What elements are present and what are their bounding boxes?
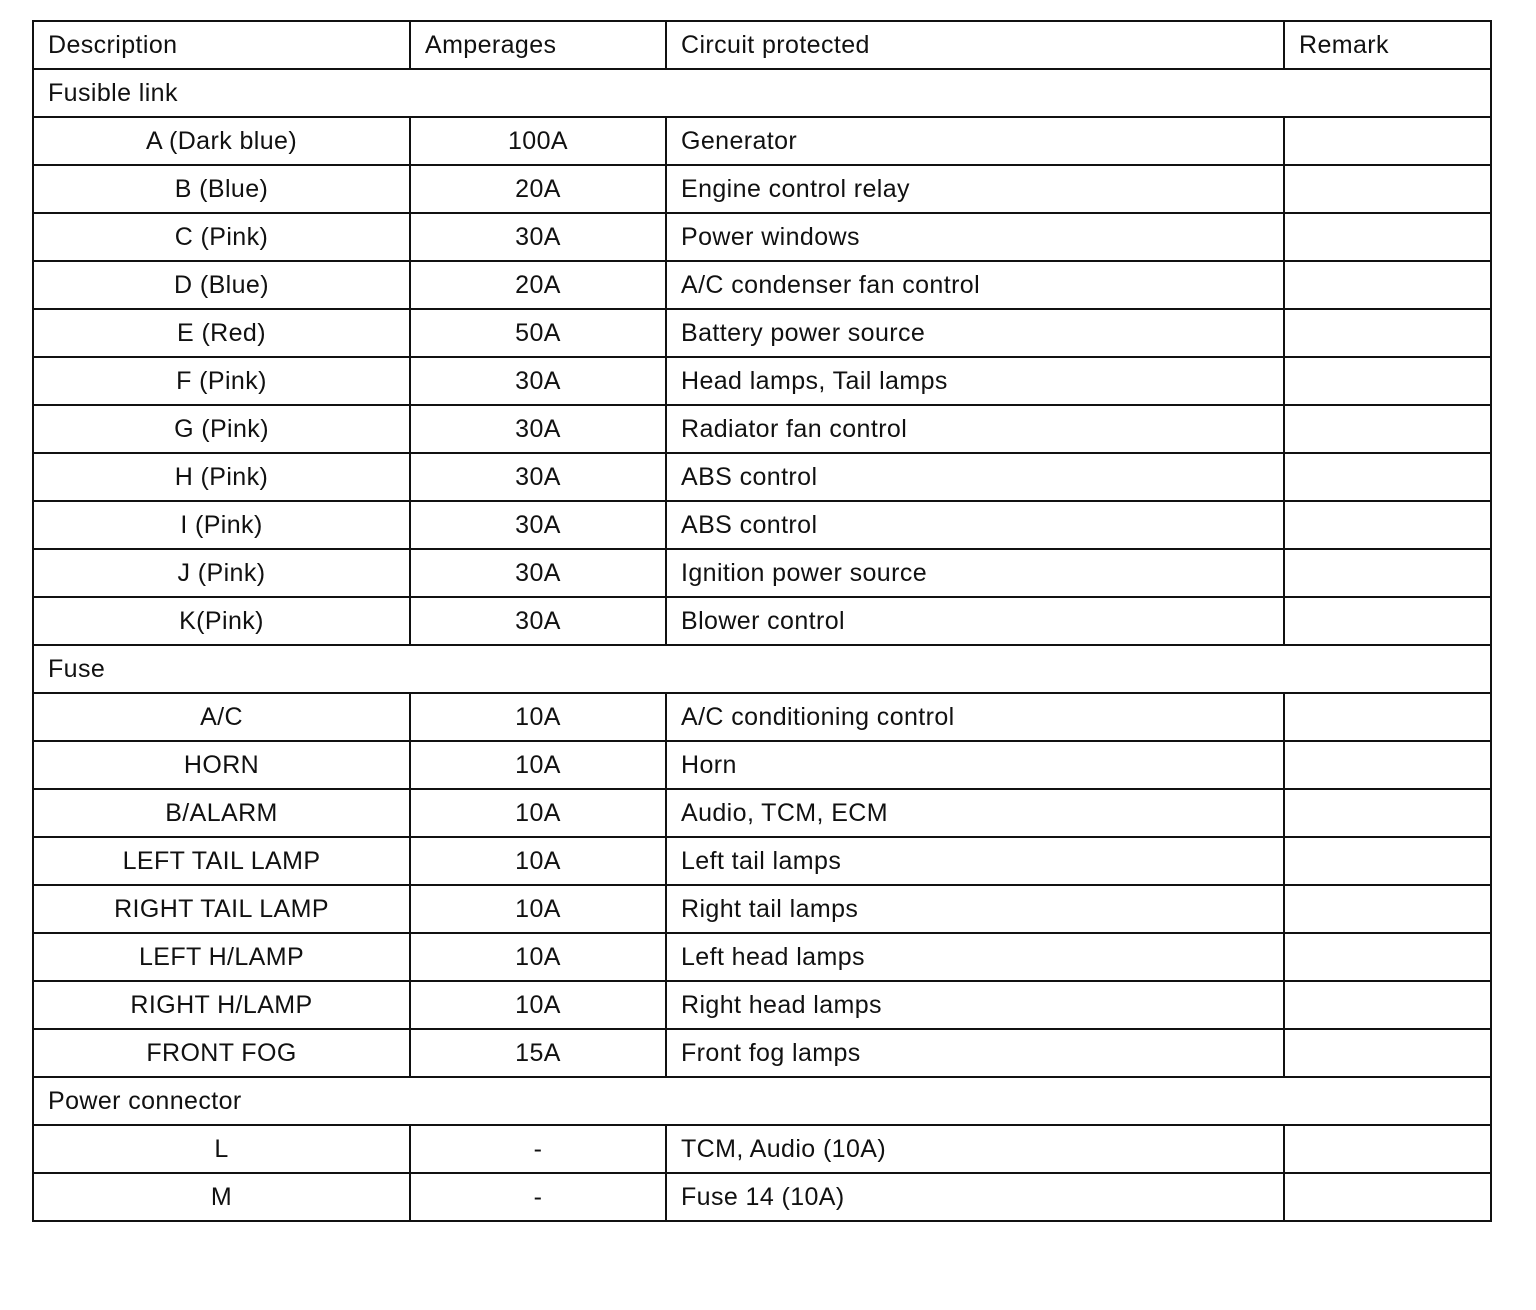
circuit-cell: Power windows <box>666 213 1284 261</box>
circuit-cell: Fuse 14 (10A) <box>666 1173 1284 1221</box>
description-cell: H (Pink) <box>33 453 410 501</box>
amperage-cell: 10A <box>410 741 666 789</box>
circuit-cell: TCM, Audio (10A) <box>666 1125 1284 1173</box>
table-row <box>33 1173 1491 1221</box>
amperage-cell: 100A <box>410 117 666 165</box>
circuit-cell: A/C conditioning control <box>666 693 1284 741</box>
amperage-cell: 10A <box>410 789 666 837</box>
circuit-cell: Horn <box>666 741 1284 789</box>
description-cell: FRONT FOG <box>33 1029 410 1077</box>
column-header-remark: Remark <box>1284 21 1491 69</box>
remark-cell <box>1284 261 1491 309</box>
table-row <box>33 213 1491 261</box>
table-row <box>33 885 1491 933</box>
column-header-amperages: Amperages <box>410 21 666 69</box>
remark-cell <box>1284 117 1491 165</box>
amperage-cell: 30A <box>410 405 666 453</box>
remark-cell <box>1284 1029 1491 1077</box>
circuit-cell: ABS control <box>666 453 1284 501</box>
circuit-cell: Right tail lamps <box>666 885 1284 933</box>
section-row <box>33 69 1491 117</box>
amperage-cell: 30A <box>410 357 666 405</box>
amperage-cell: 20A <box>410 165 666 213</box>
description-cell: LEFT TAIL LAMP <box>33 837 410 885</box>
amperage-cell: - <box>410 1125 666 1173</box>
remark-cell <box>1284 837 1491 885</box>
table-row <box>33 741 1491 789</box>
circuit-cell: Blower control <box>666 597 1284 645</box>
fuse-table <box>32 20 1492 1222</box>
header-row <box>33 21 1491 69</box>
circuit-cell: Generator <box>666 117 1284 165</box>
amperage-cell: 10A <box>410 837 666 885</box>
table-row <box>33 261 1491 309</box>
amperage-cell: 15A <box>410 1029 666 1077</box>
description-cell: HORN <box>33 741 410 789</box>
section-row <box>33 645 1491 693</box>
circuit-cell: Right head lamps <box>666 981 1284 1029</box>
circuit-cell: Front fog lamps <box>666 1029 1284 1077</box>
description-cell: A (Dark blue) <box>33 117 410 165</box>
remark-cell <box>1284 1125 1491 1173</box>
column-header-description: Description <box>33 21 410 69</box>
table-row <box>33 309 1491 357</box>
remark-cell <box>1284 597 1491 645</box>
table-row <box>33 453 1491 501</box>
remark-cell <box>1284 789 1491 837</box>
section-title: Fusible link <box>33 69 1491 117</box>
remark-cell <box>1284 981 1491 1029</box>
description-cell: J (Pink) <box>33 549 410 597</box>
description-cell: A/C <box>33 693 410 741</box>
description-cell: F (Pink) <box>33 357 410 405</box>
amperage-cell: 50A <box>410 309 666 357</box>
table-row <box>33 165 1491 213</box>
remark-cell <box>1284 1173 1491 1221</box>
remark-cell <box>1284 405 1491 453</box>
table-row <box>33 837 1491 885</box>
description-cell: E (Red) <box>33 309 410 357</box>
section-title: Fuse <box>33 645 1491 693</box>
amperage-cell: 20A <box>410 261 666 309</box>
section-row <box>33 1077 1491 1125</box>
column-header-circuit: Circuit protected <box>666 21 1284 69</box>
description-cell: G (Pink) <box>33 405 410 453</box>
description-cell: K(Pink) <box>33 597 410 645</box>
circuit-cell: Left tail lamps <box>666 837 1284 885</box>
remark-cell <box>1284 453 1491 501</box>
description-cell: I (Pink) <box>33 501 410 549</box>
table-row <box>33 789 1491 837</box>
amperage-cell: 10A <box>410 885 666 933</box>
amperage-cell: 30A <box>410 501 666 549</box>
circuit-cell: Engine control relay <box>666 165 1284 213</box>
circuit-cell: Head lamps, Tail lamps <box>666 357 1284 405</box>
circuit-cell: Ignition power source <box>666 549 1284 597</box>
circuit-cell: Battery power source <box>666 309 1284 357</box>
table-row <box>33 693 1491 741</box>
description-cell: LEFT H/LAMP <box>33 933 410 981</box>
circuit-cell: Audio, TCM, ECM <box>666 789 1284 837</box>
circuit-cell: ABS control <box>666 501 1284 549</box>
amperage-cell: - <box>410 1173 666 1221</box>
amperage-cell: 10A <box>410 981 666 1029</box>
description-cell: B/ALARM <box>33 789 410 837</box>
table-body <box>33 69 1491 1221</box>
table-row <box>33 1029 1491 1077</box>
remark-cell <box>1284 885 1491 933</box>
amperage-cell: 10A <box>410 933 666 981</box>
amperage-cell: 10A <box>410 693 666 741</box>
table-row <box>33 597 1491 645</box>
amperage-cell: 30A <box>410 453 666 501</box>
amperage-cell: 30A <box>410 597 666 645</box>
table-row <box>33 405 1491 453</box>
remark-cell <box>1284 357 1491 405</box>
section-title: Power connector <box>33 1077 1491 1125</box>
description-cell: D (Blue) <box>33 261 410 309</box>
remark-cell <box>1284 741 1491 789</box>
remark-cell <box>1284 933 1491 981</box>
circuit-cell: A/C condenser fan control <box>666 261 1284 309</box>
amperage-cell: 30A <box>410 213 666 261</box>
description-cell: RIGHT TAIL LAMP <box>33 885 410 933</box>
table-row <box>33 1125 1491 1173</box>
circuit-cell: Left head lamps <box>666 933 1284 981</box>
description-cell: B (Blue) <box>33 165 410 213</box>
amperage-cell: 30A <box>410 549 666 597</box>
description-cell: RIGHT H/LAMP <box>33 981 410 1029</box>
remark-cell <box>1284 309 1491 357</box>
description-cell: M <box>33 1173 410 1221</box>
table-row <box>33 501 1491 549</box>
table-row <box>33 549 1491 597</box>
table-row <box>33 933 1491 981</box>
table-row <box>33 981 1491 1029</box>
remark-cell <box>1284 549 1491 597</box>
table-row <box>33 117 1491 165</box>
description-cell: L <box>33 1125 410 1173</box>
remark-cell <box>1284 693 1491 741</box>
remark-cell <box>1284 213 1491 261</box>
table-row <box>33 357 1491 405</box>
remark-cell <box>1284 501 1491 549</box>
description-cell: C (Pink) <box>33 213 410 261</box>
remark-cell <box>1284 165 1491 213</box>
circuit-cell: Radiator fan control <box>666 405 1284 453</box>
